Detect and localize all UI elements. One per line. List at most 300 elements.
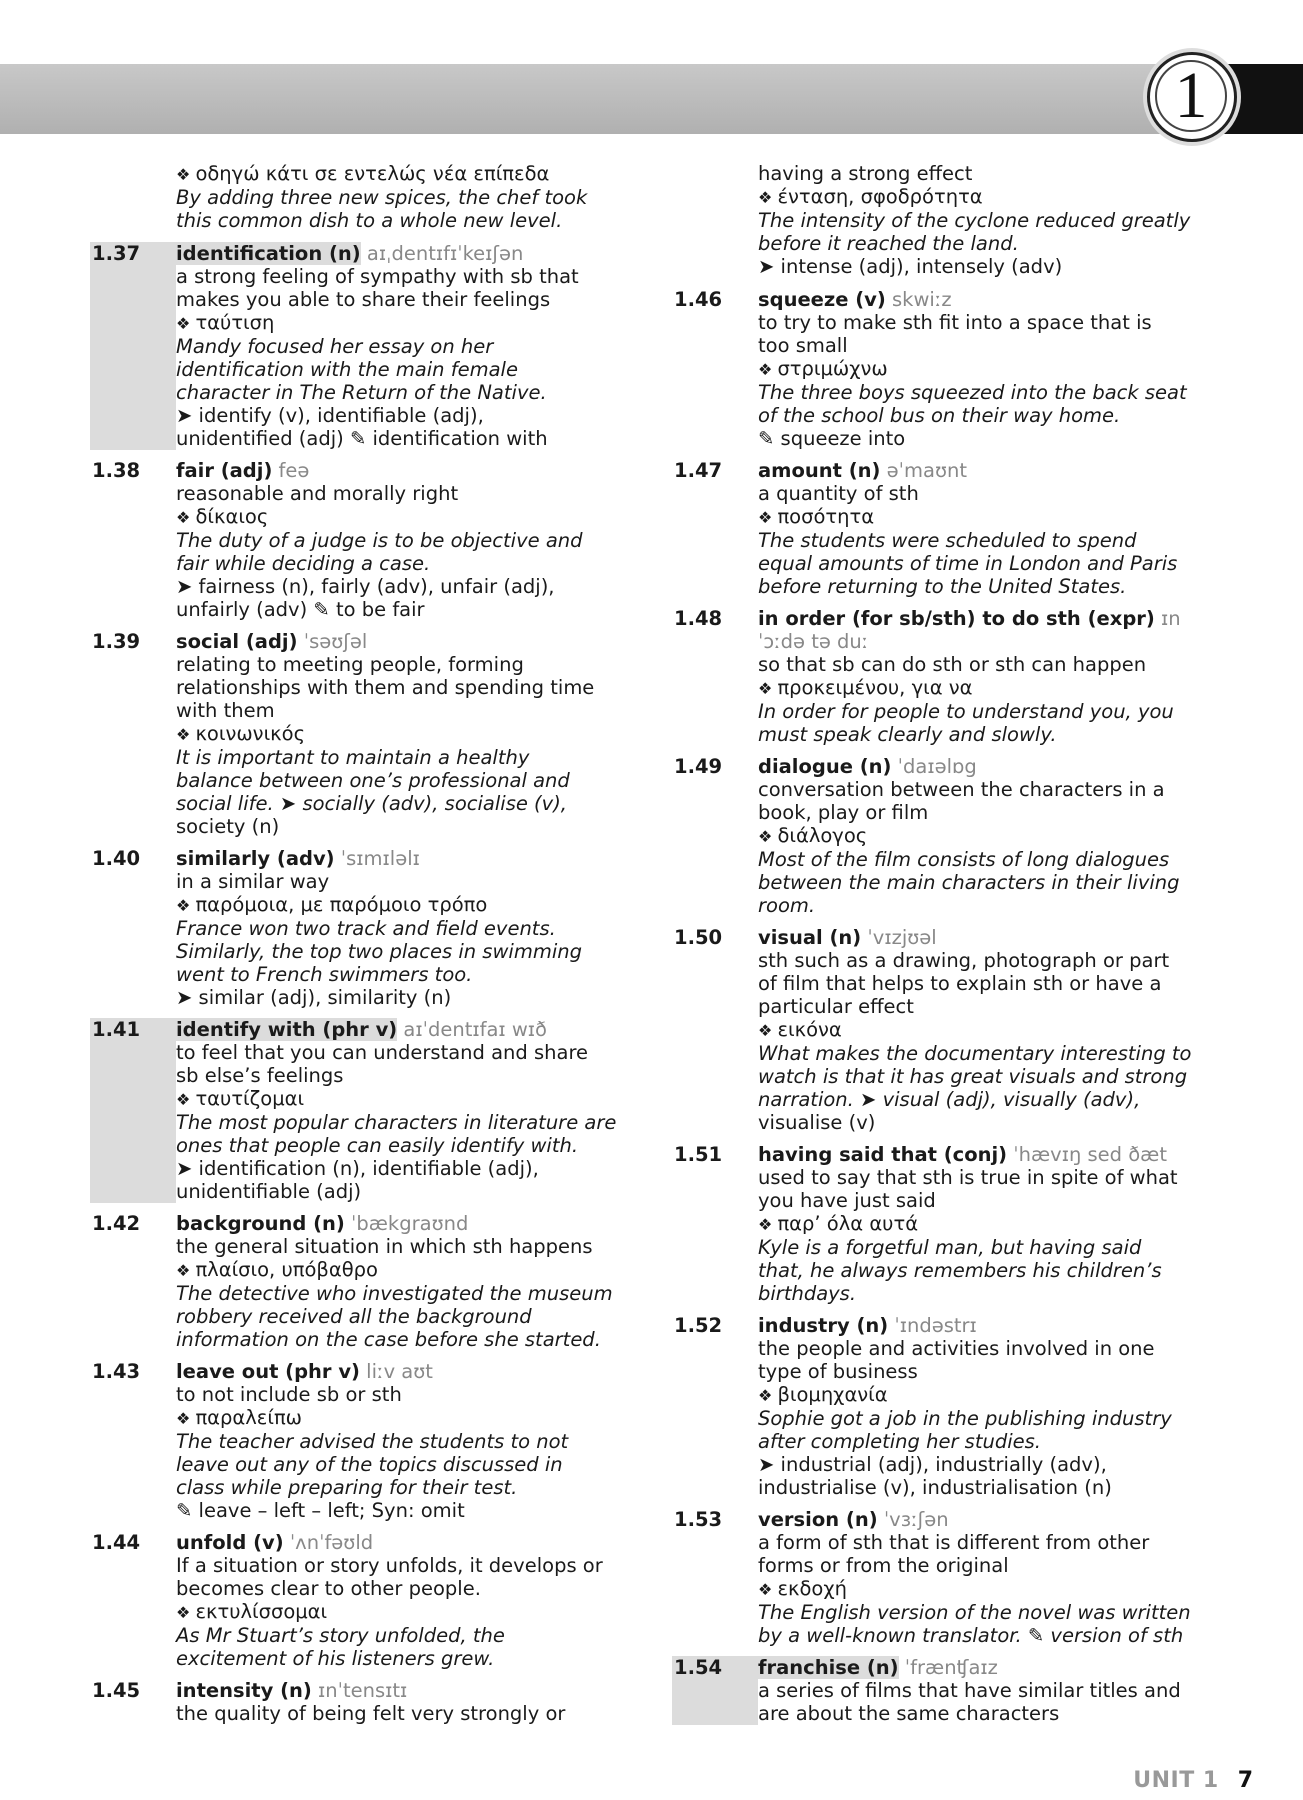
usage-note: version of sth bbox=[1050, 1624, 1184, 1647]
entry-number: 1.39 bbox=[92, 630, 141, 653]
vocab-entry bbox=[90, 1360, 650, 1522]
headword: fair (adj) bbox=[176, 459, 273, 482]
line-text: παρ’ όλα αυτά bbox=[777, 1212, 919, 1235]
entry-line bbox=[176, 815, 650, 838]
entry-line bbox=[176, 699, 650, 722]
entry-line bbox=[176, 893, 650, 917]
line-text: sb else’s feelings bbox=[176, 1064, 344, 1087]
entry-head bbox=[758, 459, 1232, 482]
entry-line bbox=[176, 986, 650, 1009]
entry-line bbox=[176, 1258, 650, 1282]
entry-number: 1.46 bbox=[674, 288, 723, 311]
line-text: The most popular characters in literature are bbox=[176, 1111, 617, 1134]
phonetic: liːv aʊt bbox=[359, 1360, 433, 1383]
entry-number: 1.51 bbox=[674, 1143, 723, 1166]
line-text: παρόμοια, με παρόμοιο τρόπο bbox=[195, 893, 488, 916]
headword: version (n) bbox=[758, 1508, 878, 1531]
vocab-entry bbox=[90, 1531, 650, 1670]
headword: having said that (conj) bbox=[758, 1143, 1008, 1166]
line-text: identification with the main female bbox=[176, 358, 518, 381]
entry-line bbox=[758, 552, 1232, 575]
entry-number: 1.47 bbox=[674, 459, 723, 482]
entry-line bbox=[176, 575, 650, 598]
entry-body bbox=[758, 1656, 1232, 1725]
line-text: room. bbox=[758, 894, 816, 917]
entry-line bbox=[758, 1189, 1232, 1212]
entry-head bbox=[758, 1314, 1232, 1337]
entry-line bbox=[758, 1679, 1232, 1702]
phonetic: ˈsəʊʃəl bbox=[297, 630, 368, 653]
entry-line bbox=[758, 232, 1232, 255]
entry-body bbox=[758, 1314, 1232, 1499]
line-text: information on the case before she started. bbox=[176, 1328, 601, 1351]
entry-line bbox=[176, 209, 650, 232]
entry-line bbox=[176, 1235, 650, 1258]
line-text: social life. bbox=[176, 792, 274, 815]
line-text: ποσότητα bbox=[777, 505, 875, 528]
diamond-bullet-icon: ❖ bbox=[758, 188, 778, 207]
entry-line bbox=[176, 746, 650, 769]
diamond-bullet-icon: ❖ bbox=[758, 1580, 778, 1599]
entry-line bbox=[758, 1702, 1232, 1725]
diamond-bullet-icon: ❖ bbox=[758, 1215, 778, 1234]
entry-line bbox=[758, 427, 1232, 450]
entry-line bbox=[176, 1157, 650, 1180]
entry-line bbox=[176, 1282, 650, 1305]
entry-line bbox=[758, 357, 1232, 381]
line-text-upright: The Return of the Native. bbox=[293, 381, 547, 404]
entry-line bbox=[176, 1305, 650, 1328]
diamond-bullet-icon: ❖ bbox=[758, 1021, 778, 1040]
entry-number: 1.48 bbox=[674, 607, 723, 630]
line-text: to feel that you can understand and share bbox=[176, 1041, 589, 1064]
continued-entry bbox=[176, 162, 650, 232]
pencil-icon: ✎ bbox=[1021, 1624, 1051, 1647]
line-text: before returning to the United States. bbox=[758, 575, 1127, 598]
line-text: forms or from the original bbox=[758, 1554, 1009, 1577]
entry-line bbox=[758, 1601, 1232, 1624]
entry-number: 1.50 bbox=[674, 926, 723, 949]
line-text: balance between one’s professional and bbox=[176, 769, 570, 792]
phonetic: skwiːz bbox=[885, 288, 952, 311]
line-text: unfairly (adv) bbox=[176, 598, 308, 621]
pencil-icon: ✎ bbox=[343, 427, 373, 450]
diamond-bullet-icon: ❖ bbox=[758, 508, 778, 527]
phonetic: ˈsɪmɪləlɪ bbox=[334, 847, 420, 870]
entry-line bbox=[758, 529, 1232, 552]
line-text: διάλογος bbox=[777, 824, 868, 847]
entry-line bbox=[176, 1499, 650, 1522]
entry-body bbox=[758, 607, 1232, 746]
entry-number: 1.43 bbox=[92, 1360, 141, 1383]
line-text: In order for people to understand you, you bbox=[758, 700, 1174, 723]
entry-line bbox=[176, 1087, 650, 1111]
arrow-icon: ➤ bbox=[176, 1157, 199, 1180]
vocab-entry bbox=[90, 1018, 650, 1203]
entry-line bbox=[176, 1180, 650, 1203]
entry-line bbox=[758, 1259, 1232, 1282]
headword: in order (for sb/sth) to do sth (expr) bbox=[758, 607, 1155, 630]
entry-line bbox=[176, 1453, 650, 1476]
headword: visual (n) bbox=[758, 926, 862, 949]
entry-line bbox=[758, 653, 1232, 676]
line-text: Most of the film consists of long dialogues bbox=[758, 848, 1170, 871]
entry-line bbox=[758, 1624, 1232, 1647]
entry-number: 1.54 bbox=[672, 1656, 758, 1725]
phonetic: ˈɪndəstrɪ bbox=[888, 1314, 977, 1337]
headword: identification (n) bbox=[176, 242, 361, 265]
phonetic: feə bbox=[272, 459, 310, 482]
line-text: excitement of his listeners grew. bbox=[176, 1647, 495, 1670]
entry-line bbox=[758, 1531, 1232, 1554]
line-text: unidentified (adj) bbox=[176, 427, 344, 450]
line-text: particular effect bbox=[758, 995, 914, 1018]
line-text: birthdays. bbox=[758, 1282, 857, 1305]
line-text: book, play or film bbox=[758, 801, 929, 824]
vocab-entry bbox=[672, 1314, 1232, 1499]
arrow-icon: ➤ bbox=[853, 1088, 883, 1111]
line-text: a strong feeling of sympathy with sb that bbox=[176, 265, 579, 288]
line-text: of film that helps to explain sth or have a bbox=[758, 972, 1162, 995]
entry-line bbox=[758, 1430, 1232, 1453]
entry-body bbox=[176, 1212, 650, 1351]
line-text: narration. bbox=[758, 1088, 854, 1111]
arrow-icon: ➤ bbox=[758, 255, 781, 278]
headword: unfold (v) bbox=[176, 1531, 284, 1554]
entry-body bbox=[176, 242, 650, 450]
entry-line bbox=[758, 723, 1232, 746]
line-text: unidentifiable (adj) bbox=[176, 1180, 362, 1203]
entry-line bbox=[758, 482, 1232, 505]
phonetic: ˈbækgraʊnd bbox=[344, 1212, 469, 1235]
entry-line bbox=[176, 1600, 650, 1624]
entry-line bbox=[176, 335, 650, 358]
line-text: Similarly, the top two places in swimming bbox=[176, 940, 582, 963]
entry-line bbox=[758, 1212, 1232, 1236]
line-text: οδηγώ κάτι σε εντελώς νέα επίπεδα bbox=[195, 162, 550, 185]
entry-head bbox=[758, 755, 1232, 778]
vocab-entry bbox=[90, 1679, 650, 1725]
diamond-bullet-icon: ❖ bbox=[176, 725, 196, 744]
pencil-icon: ✎ bbox=[307, 598, 336, 621]
entry-line bbox=[176, 427, 650, 450]
line-text: reasonable and morally right bbox=[176, 482, 459, 505]
line-text: the general situation in which sth happens bbox=[176, 1235, 593, 1258]
line-text: ones that people can easily identify with. bbox=[176, 1134, 579, 1157]
entry-line bbox=[758, 1166, 1232, 1189]
entry-line bbox=[176, 529, 650, 552]
diamond-bullet-icon: ❖ bbox=[176, 1409, 196, 1428]
entry-line bbox=[758, 1360, 1232, 1383]
line-text: The English version of the novel was written bbox=[758, 1601, 1191, 1624]
diamond-bullet-icon: ❖ bbox=[758, 827, 778, 846]
entry-line bbox=[758, 894, 1232, 917]
line-text: that, he always remembers his children’s bbox=[758, 1259, 1162, 1282]
vocab-entry bbox=[672, 1508, 1232, 1647]
entry-line bbox=[176, 1328, 650, 1351]
line-text: By adding three new spices, the chef took bbox=[176, 186, 588, 209]
entry-number: 1.40 bbox=[92, 847, 141, 870]
line-text: the quality of being felt very strongly or bbox=[176, 1702, 566, 1725]
line-text: equal amounts of time in London and Paris bbox=[758, 552, 1178, 575]
line-text: by a well-known translator. bbox=[758, 1624, 1022, 1647]
entry-head bbox=[758, 607, 1232, 630]
headword: franchise (n) bbox=[758, 1656, 899, 1679]
entry-body bbox=[758, 1508, 1232, 1647]
entry-line bbox=[758, 404, 1232, 427]
entry-body bbox=[758, 459, 1232, 598]
line-text: squeeze into bbox=[780, 427, 906, 450]
line-text: so that sb can do sth or sth can happen bbox=[758, 653, 1147, 676]
line-text: a form of sth that is different from other bbox=[758, 1531, 1150, 1554]
entry-line bbox=[176, 265, 650, 288]
line-text: fairness (n), fairly (adv), unfair (adj), bbox=[198, 575, 555, 598]
line-text: to try to make sth fit into a space that is bbox=[758, 311, 1152, 334]
entry-line bbox=[758, 1042, 1232, 1065]
headword: leave out (phr v) bbox=[176, 1360, 360, 1383]
entry-body bbox=[176, 459, 650, 621]
line-text: As Mr Stuart’s story unfolded, the bbox=[176, 1624, 505, 1647]
vocab-entry bbox=[90, 459, 650, 621]
line-text: If a situation or story unfolds, it develops or bbox=[176, 1554, 603, 1577]
vocab-entry bbox=[672, 926, 1232, 1134]
entry-line bbox=[176, 288, 650, 311]
entry-line bbox=[176, 1577, 650, 1600]
entry-number: 1.49 bbox=[674, 755, 723, 778]
phonetic: aɪˌdentɪfɪˈkeɪʃən bbox=[360, 242, 524, 265]
line-text: παραλείπω bbox=[195, 1406, 303, 1429]
phonetic: aɪˈdentɪfaɪ wɪð bbox=[397, 1018, 547, 1041]
line-text: of the school bus on their way home. bbox=[758, 404, 1121, 427]
entry-line bbox=[758, 311, 1232, 334]
entry-head bbox=[758, 926, 1232, 949]
entry-line bbox=[176, 404, 650, 427]
line-text: leave out any of the topics discussed in bbox=[176, 1453, 563, 1476]
entry-line bbox=[758, 995, 1232, 1018]
headword: squeeze (v) bbox=[758, 288, 886, 311]
line-text: ταυτίζομαι bbox=[195, 1087, 305, 1110]
entry-line bbox=[176, 1041, 650, 1064]
line-text: The detective who investigated the museum bbox=[176, 1282, 613, 1305]
entry-line bbox=[176, 598, 650, 621]
entry-line bbox=[758, 1577, 1232, 1601]
line-text: relating to meeting people, forming bbox=[176, 653, 524, 676]
line-text: makes you able to share their feelings bbox=[176, 288, 551, 311]
entry-head bbox=[176, 1212, 650, 1235]
headword: intensity (n) bbox=[176, 1679, 312, 1702]
entry-line bbox=[176, 1134, 650, 1157]
line-text: with them bbox=[176, 699, 275, 722]
entry-line bbox=[758, 630, 1232, 653]
entry-line bbox=[758, 1383, 1232, 1407]
entry-line bbox=[176, 917, 650, 940]
entry-head bbox=[758, 1508, 1232, 1531]
entry-line bbox=[758, 778, 1232, 801]
right-column bbox=[672, 162, 1232, 1734]
vocab-entry bbox=[672, 1656, 1232, 1725]
entry-number: 1.41 bbox=[90, 1018, 176, 1203]
page-number: 7 bbox=[1237, 1768, 1253, 1793]
entry-line bbox=[176, 870, 650, 893]
line-text: went to French swimmers too. bbox=[176, 963, 473, 986]
entry-line bbox=[758, 1337, 1232, 1360]
pencil-icon: ✎ bbox=[176, 1499, 199, 1522]
line-text: The teacher advised the students to not bbox=[176, 1430, 569, 1453]
entry-number: 1.38 bbox=[92, 459, 141, 482]
line-text: the people and activities involved in one bbox=[758, 1337, 1155, 1360]
entry-line bbox=[176, 722, 650, 746]
entry-line bbox=[176, 1430, 650, 1453]
entry-number: 1.42 bbox=[92, 1212, 141, 1235]
phonetic: ˈʌnˈfəʊld bbox=[283, 1531, 374, 1554]
line-text: στριμώχνω bbox=[777, 357, 888, 380]
entry-body bbox=[176, 847, 650, 1009]
line-text: class while preparing for their test. bbox=[176, 1476, 518, 1499]
vocab-entry bbox=[672, 607, 1232, 746]
line-text: ένταση, σφοδρότητα bbox=[777, 185, 983, 208]
line-text: used to say that sth is true in spite of what bbox=[758, 1166, 1178, 1189]
entry-line bbox=[176, 482, 650, 505]
diamond-bullet-icon: ❖ bbox=[758, 360, 778, 379]
entry-line bbox=[758, 676, 1232, 700]
entry-line bbox=[758, 162, 1232, 185]
line-text: conversation between the characters in a bbox=[758, 778, 1165, 801]
line-text: watch is that it has great visuals and strong bbox=[758, 1065, 1188, 1088]
arrow-icon: ➤ bbox=[273, 792, 303, 815]
entry-line bbox=[176, 505, 650, 529]
phonetic: ˈvɪzjʊəl bbox=[861, 926, 937, 949]
entry-line bbox=[758, 255, 1232, 278]
line-text: δίκαιος bbox=[195, 505, 269, 528]
vocab-entry bbox=[90, 630, 650, 838]
entry-body bbox=[758, 926, 1232, 1134]
usage-note: to be fair bbox=[335, 598, 425, 621]
entry-line bbox=[176, 358, 650, 381]
line-text: Kyle is a forgetful man, but having said bbox=[758, 1236, 1142, 1259]
headword: background (n) bbox=[176, 1212, 345, 1235]
line-text: this common dish to a whole new level. bbox=[176, 209, 563, 232]
headword: social (adj) bbox=[176, 630, 298, 653]
line-text: ταύτιση bbox=[195, 311, 275, 334]
line-text: identify (v), identifiable (adj), bbox=[198, 404, 484, 427]
unit-number-badge bbox=[1147, 52, 1237, 142]
entry-line bbox=[176, 311, 650, 335]
line-text: εκδοχή bbox=[777, 1577, 847, 1600]
diamond-bullet-icon: ❖ bbox=[176, 508, 196, 527]
entry-line bbox=[758, 334, 1232, 357]
line-text: type of business bbox=[758, 1360, 918, 1383]
entry-line bbox=[758, 381, 1232, 404]
entry-line bbox=[176, 1476, 650, 1499]
entry-line bbox=[758, 1282, 1232, 1305]
entry-line bbox=[758, 1018, 1232, 1042]
entry-head bbox=[176, 1531, 650, 1554]
line-text: too small bbox=[758, 334, 848, 357]
line-text: character in bbox=[176, 381, 294, 404]
unit-label: UNIT 1 bbox=[1133, 1768, 1219, 1793]
entry-line bbox=[176, 769, 650, 792]
entry-body bbox=[176, 1679, 650, 1725]
line-text: similar (adj), similarity (n) bbox=[198, 986, 452, 1009]
line-text: leave – left – left; Syn: omit bbox=[198, 1499, 465, 1522]
entry-head bbox=[176, 242, 650, 265]
line-text: you have just said bbox=[758, 1189, 936, 1212]
line-text: after completing her studies. bbox=[758, 1430, 1041, 1453]
diamond-bullet-icon: ❖ bbox=[176, 1603, 196, 1622]
line-text: industrial (adj), industrially (adv), bbox=[780, 1453, 1107, 1476]
derivatives: socially (adv), socialise (v), bbox=[302, 792, 568, 815]
entry-body bbox=[176, 630, 650, 838]
arrow-icon: ➤ bbox=[758, 1453, 781, 1476]
phonetic: ˈfrænʧaɪz bbox=[898, 1656, 998, 1679]
vocab-entry bbox=[672, 288, 1232, 450]
line-text: προκειμένου, για να bbox=[777, 676, 973, 699]
entry-line bbox=[176, 1383, 650, 1406]
entry-line bbox=[758, 505, 1232, 529]
line-text: in a similar way bbox=[176, 870, 330, 893]
line-text: robbery received all the background bbox=[176, 1305, 532, 1328]
vocab-entry bbox=[90, 1212, 650, 1351]
diamond-bullet-icon: ❖ bbox=[176, 314, 196, 333]
phonetic: ˈdaɪəlɒg bbox=[891, 755, 977, 778]
entry-line bbox=[758, 575, 1232, 598]
entry-head bbox=[176, 459, 650, 482]
entry-body bbox=[176, 1018, 650, 1203]
phonetic: əˈmaʊnt bbox=[880, 459, 968, 482]
diamond-bullet-icon: ❖ bbox=[758, 679, 778, 698]
entry-line bbox=[176, 552, 650, 575]
line-text: having a strong effect bbox=[758, 162, 973, 185]
line-text: κοινωνικός bbox=[195, 722, 306, 745]
entry-body bbox=[758, 755, 1232, 917]
entry-line bbox=[758, 972, 1232, 995]
entry-line bbox=[758, 949, 1232, 972]
diamond-bullet-icon: ❖ bbox=[176, 1090, 196, 1109]
line-text: society (n) bbox=[176, 815, 280, 838]
entry-line bbox=[758, 1236, 1232, 1259]
entry-line bbox=[758, 1453, 1232, 1476]
pencil-icon: ✎ bbox=[758, 427, 781, 450]
entry-line bbox=[758, 1554, 1232, 1577]
entry-line bbox=[176, 1406, 650, 1430]
line-text: are about the same characters bbox=[758, 1702, 1060, 1725]
line-text: The intensity of the cyclone reduced greatly bbox=[758, 209, 1191, 232]
line-text: to not include sb or sth bbox=[176, 1383, 402, 1406]
entry-line bbox=[758, 1065, 1232, 1088]
entry-line bbox=[176, 162, 650, 186]
vocab-entry bbox=[90, 242, 650, 450]
line-text: becomes clear to other people. bbox=[176, 1577, 481, 1600]
entry-number: 1.44 bbox=[92, 1531, 141, 1554]
line-text: Sophie got a job in the publishing industry bbox=[758, 1407, 1172, 1430]
line-text: sth such as a drawing, photograph or part bbox=[758, 949, 1170, 972]
vocab-entry bbox=[672, 755, 1232, 917]
line-text: before it reached the land. bbox=[758, 232, 1019, 255]
entry-head bbox=[758, 1656, 1232, 1679]
entry-line bbox=[176, 381, 650, 404]
diamond-bullet-icon: ❖ bbox=[176, 1261, 196, 1280]
entry-line bbox=[758, 871, 1232, 894]
entry-body bbox=[176, 1360, 650, 1522]
line-text: The three boys squeezed into the back seat bbox=[758, 381, 1187, 404]
line-text: France won two track and field events. bbox=[176, 917, 556, 940]
page-footer bbox=[1133, 1768, 1253, 1794]
entry-head bbox=[758, 288, 1232, 311]
entry-line bbox=[176, 940, 650, 963]
entry-line bbox=[758, 185, 1232, 209]
entry-body bbox=[758, 288, 1232, 450]
entry-head bbox=[176, 847, 650, 870]
